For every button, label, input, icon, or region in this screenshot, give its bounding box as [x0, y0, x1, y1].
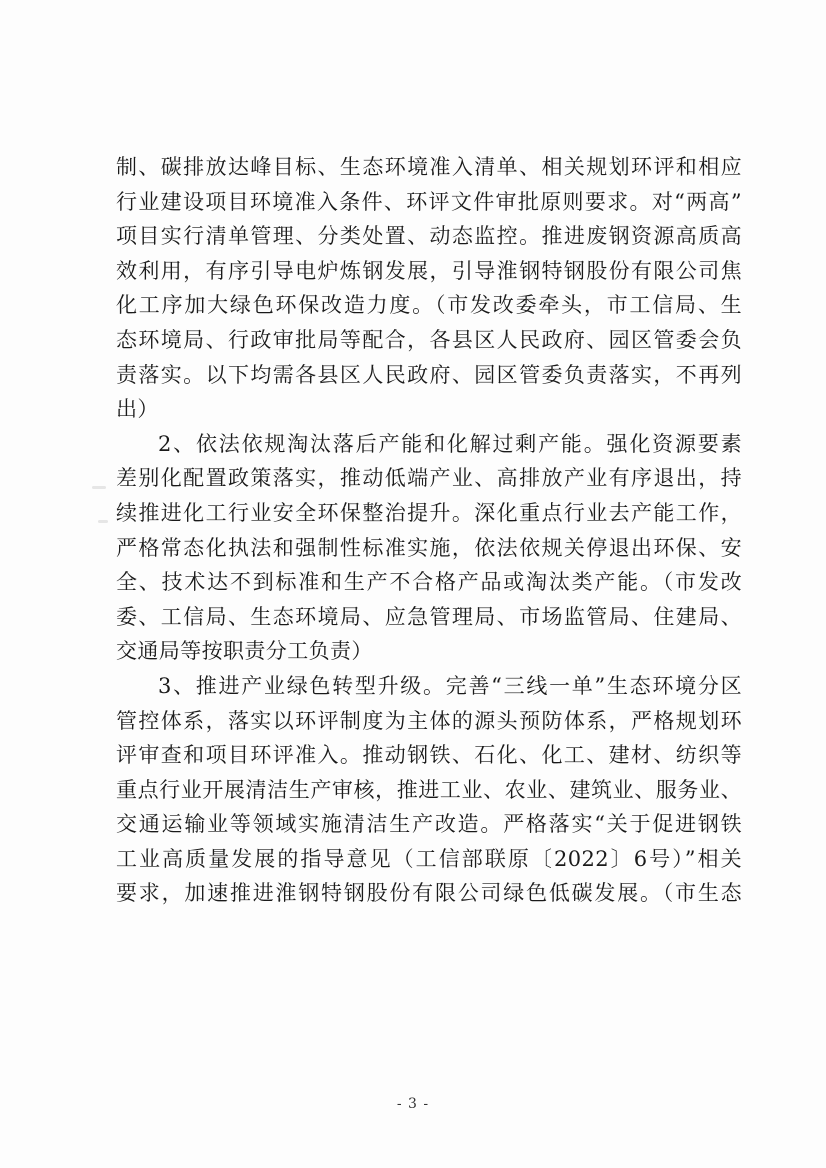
text-line: 交通运输业等领域实施清洁生产改造。严格落实“关于促进钢铁: [116, 812, 742, 837]
section-heading-line: 3、推进产业绿色转型升级。完善“三线一单”生态环境分区: [158, 673, 742, 698]
text-line: 评审查和项目环评准入。推动钢铁、石化、化工、建材、纺织等: [116, 743, 742, 768]
text-line: 严格常态化执法和强制性标准实施，依法依规关停退出环保、安: [116, 535, 742, 560]
text-line: 管控体系，落实以环评制度为主体的源头预防体系，严格规划环: [116, 708, 742, 733]
text-line: 责落实。以下均需各县区人民政府、园区管委负责落实，不再列: [116, 362, 742, 387]
text-line: 工业高质量发展的指导意见（工信部联原〔2022〕6号）”相关: [116, 846, 742, 871]
text-line: 全、技术达不到标准和生产不合格产品或淘汰类产能。（市发改: [116, 570, 742, 595]
text-line: 项目实行清单管理、分类处置、动态监控。推进废钢资源高质高: [116, 224, 742, 249]
text-line: 化工序加大绿色环保改造力度。（市发改委牵头，市工信局、生: [116, 293, 742, 318]
text-line: 态环境局、行政审批局等配合，各县区人民政府、园区管委会负: [116, 327, 742, 352]
scan-mark: [92, 486, 106, 489]
text-line: 交通局等按职责分工负责）: [116, 639, 373, 664]
scan-mark: [98, 520, 108, 523]
text-line: 差别化配置政策落实，推动低端产业、高排放产业有序退出，持: [116, 466, 742, 491]
page-number: - 3 -: [396, 1096, 430, 1112]
text-line: 委、工信局、生态环境局、应急管理局、市场监管局、住建局、: [116, 604, 742, 629]
text-line: 制、碳排放达峰目标、生态环境准入清单、相关规划环评和相应: [116, 155, 742, 179]
section-heading-line: 2、依法依规淘汰落后产能和化解过剩产能。强化资源要素: [158, 431, 742, 456]
body-text: [116, 150, 742, 911]
text-line: 重点行业开展清洁生产审核，推进工业、农业、建筑业、服务业、: [116, 777, 742, 802]
text-line: 出）: [116, 397, 159, 422]
text-line: 续推进化工行业安全环保整治提升。深化重点行业去产能工作，: [116, 500, 742, 525]
text-line: 效利用，有序引导电炉炼钢发展，引导淮钢特钢股份有限公司焦: [116, 258, 742, 283]
text-line: 要求，加速推进淮钢特钢股份有限公司绿色低碳发展。（市生态: [116, 881, 742, 906]
text-line: 行业建设项目环境准入条件、环评文件审批原则要求。对“两高”: [116, 189, 742, 214]
